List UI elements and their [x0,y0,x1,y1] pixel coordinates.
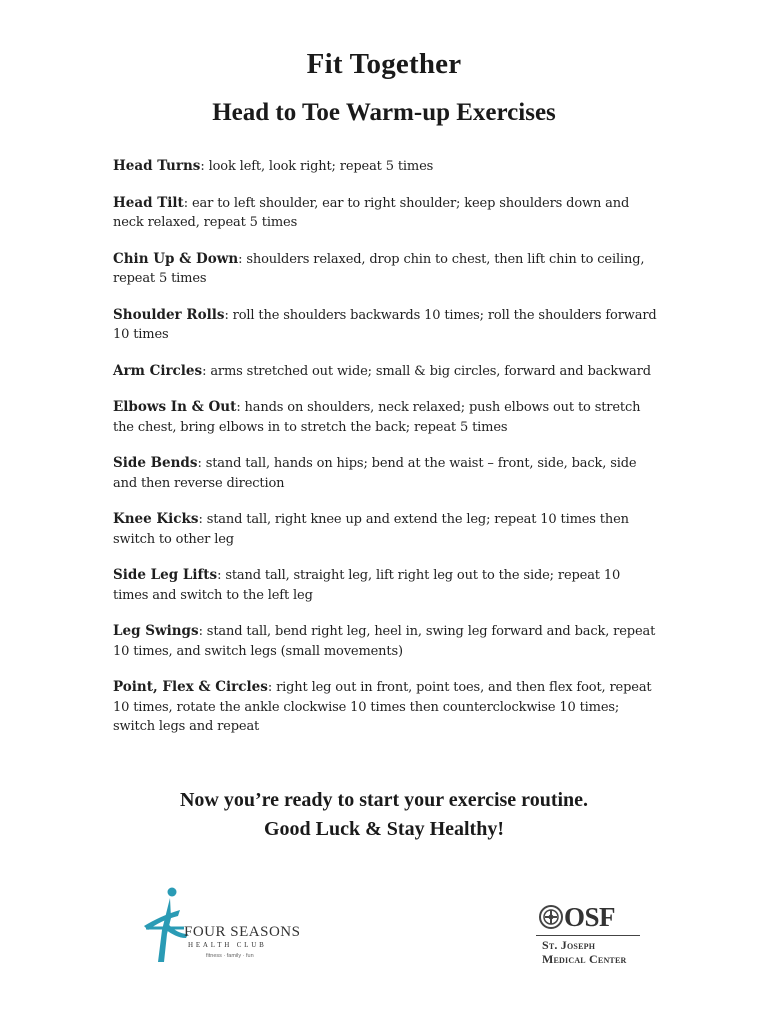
exercise-name: Side Leg Lifts [113,567,218,583]
closing-line-1: Now you’re ready to start your exercise routine. [179,789,589,811]
exercise-name: Point, Flex & Circles [113,679,268,695]
osf-logo [536,902,656,972]
exercise-description: hands on shoulders, neck relaxed; push elbows out to stretch the chest, bring elbows in to stretch the back; repeat 5 times [113,400,641,435]
exercise-description: look left, look right; repeat 5 times [208,159,434,174]
exercise-name: Knee Kicks [113,511,199,527]
exercise-description: stand tall, right knee up and extend the leg; repeat 10 times then switch to other leg [113,512,629,547]
exercise-description: ear to left shoulder, ear to right shoulder; keep shoulders down and neck relaxed, repeat 5 times [113,195,630,230]
exercise-description: arms stretched out wide; small & big circles, forward and backward [210,363,651,379]
four-seasons-name: FOUR SEASONS [184,924,301,940]
exercise-item: Chin Up & Down: shoulders relaxed, drop chin to chest, then lift chin to ceiling, repeat 5 times [113,250,645,286]
exercise-name: Arm Circles [113,362,203,379]
osf-seal-icon [538,903,564,931]
osf-center: Medical Center [542,952,627,966]
exercise-description: right leg out in front, point toes, and then flex foot, repeat 10 times, rotate the ankle clockwise 10 times then counterclockwise 10 times; switch legs and repeat [113,680,652,734]
exercise-description: stand tall, hands on hips; bend at the waist – front, side, back, side and then reverse direction [113,456,637,491]
exercise-list [113,157,658,754]
four-seasons-logo [140,884,300,968]
exercise-item: Shoulder Rolls: roll the shoulders backwards 10 times; roll the shoulders forward 10 times [113,306,657,342]
exercise-item: Knee Kicks: stand tall, right knee up and extend the leg; repeat 10 times then switch to other leg [113,511,629,547]
osf-name: OSF [564,902,616,932]
exercise-item: Point, Flex & Circles: right leg out in front, point toes, and then flex foot, repeat 10 times, rotate the ankle clockwise 10 times then counterclockwise 10 times; switch legs and repeat [113,679,652,734]
exercise-item: Side Bends: stand tall, hands on hips; bend at the waist – front, side, back, side and then reverse direction [113,455,637,491]
exercise-name: Chin Up & Down [113,250,239,267]
closing-message [0,786,768,844]
exercise-item: Leg Swings: stand tall, bend right leg, heel in, swing leg forward and back, repeat 10 times, and switch legs (small movements) [113,623,656,659]
closing-line-2: Good Luck & Stay Healthy! [263,818,505,840]
exercise-description: stand tall, straight leg, lift right leg out to the side; repeat 10 times and switch to the left leg [113,568,621,603]
exercise-name: Elbows In & Out [113,399,237,415]
page-subtitle: Head to Toe Warm-up Exercises [212,99,556,126]
exercise-item: Arm Circles: arms stretched out wide; small & big circles, forward and backward [113,362,651,379]
page-title: Fit Together [306,48,462,80]
osf-divider [536,935,640,936]
four-seasons-tagline: fitness · family · fun [206,953,254,959]
exercise-name: Head Turns [113,158,201,174]
exercise-description: roll the shoulders backwards 10 times; roll the shoulders forward 10 times [113,307,657,342]
exercise-item: Head Tilt: ear to left shoulder, ear to right shoulder; keep shoulders down and neck relaxed, repeat 5 times [113,194,630,230]
exercise-item: Side Leg Lifts: stand tall, straight leg, lift right leg out to the side; repeat 10 times and switch to the left leg [113,567,621,603]
osf-location: St. Joseph [542,938,596,952]
exercise-item: Head Turns: look left, look right; repeat 5 times [113,158,434,174]
four-seasons-subtitle: HEALTH CLUB [188,941,267,949]
exercise-name: Side Bends [113,455,198,471]
exercise-name: Leg Swings [113,623,199,639]
exercise-name: Head Tilt [113,194,184,211]
exercise-item: Elbows In & Out: hands on shoulders, neck relaxed; push elbows out to stretch the chest, bring elbows in to stretch the back; repeat 5 times [113,399,641,435]
exercise-description: shoulders relaxed, drop chin to chest, then lift chin to ceiling, repeat 5 times [113,251,645,286]
exercise-name: Shoulder Rolls [113,306,225,323]
exercise-description: stand tall, bend right leg, heel in, swing leg forward and back, repeat 10 times, and switch legs (small movements) [113,624,656,659]
